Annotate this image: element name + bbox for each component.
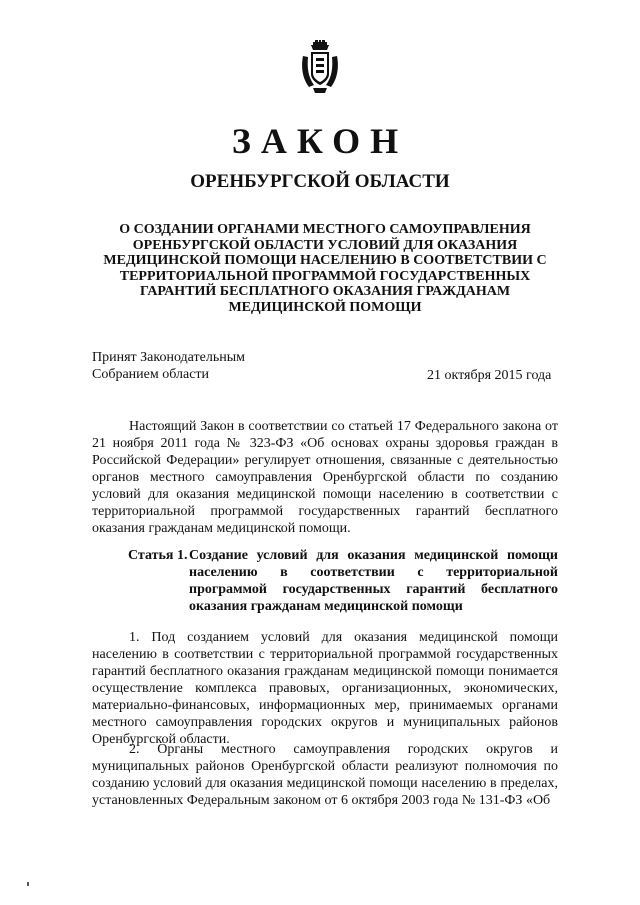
- adoption-date: 21 октября 2015 года: [427, 368, 552, 383]
- law-title: ЗАКОН: [231, 121, 409, 161]
- adoption-block: [92, 349, 245, 383]
- coat-of-arms-icon: [300, 40, 340, 94]
- adopted-line-2: Собранием области: [92, 367, 210, 382]
- margin-mark: [27, 882, 29, 886]
- clause-1: 1. Под созданием условий для оказания медицинской помощи населению в соответствии с территориальной программой государственных гарантий бесплатного оказания гражданам медицинской помощи понимается осуществление комплекса правовых, организационных, экономических, материально-финансовых, информационных мер, принимаемых органами местного самоуправления городских округов и муниципальных районов Оренбургской области.: [92, 630, 558, 747]
- article-1-title: Создание условий для оказания медицинской помощи населению в соответствии с территориальной программой государственных гарантий бесплатного оказания гражданам медицинской помощи: [189, 548, 558, 614]
- article-1-heading: [128, 547, 558, 615]
- law-heading: О СОЗДАНИИ ОРГАНАМИ МЕСТНОГО САМОУПРАВЛЕНИЯ ОРЕНБУРГСКОЙ ОБЛАСТИ УСЛОВИЙ ДЛЯ ОКАЗАНИЯ МЕДИЦИНСКОЙ ПОМОЩИ НАСЕЛЕНИЮ В СООТВЕТСТВИИ С ТЕРРИТОРИАЛЬНОЙ ПРОГРАММОЙ ГОСУДАРСТВЕННЫХ ГАРАНТИЙ БЕСПЛАТНОГО ОКАЗАНИЯ ГРАЖДАНАМ МЕДИЦИНСКОЙ ПОМОЩИ: [103, 222, 547, 315]
- preamble-paragraph: Настоящий Закон в соответствии со статьей 17 Федерального закона от 21 ноября 2011 года № 323-ФЗ «Об основах охраны здоровья граждан в Российской Федерации» регулирует отношения, связанные с деятельностью органов местного самоуправления Оренбургской области по созданию условий для оказания медицинской помощи населению в соответствии с территориальной программой государственных гарантий бесплатного оказания гражданам медицинской помощи.: [92, 419, 558, 536]
- adopted-line-1: Принят Законодательным: [92, 350, 245, 365]
- region-subtitle: ОРЕНБУРГСКОЙ ОБЛАСТИ: [190, 171, 450, 192]
- clause-2: 2. Органы местного самоуправления городских округов и муниципальных районов Оренбургской области реализуют полномочия по созданию условий для оказания медицинской помощи населению в пределах, установленных Федеральным законом от 6 октября 2003 года № 131-ФЗ «Об: [92, 742, 558, 808]
- article-1-label: Статья 1.: [128, 548, 188, 563]
